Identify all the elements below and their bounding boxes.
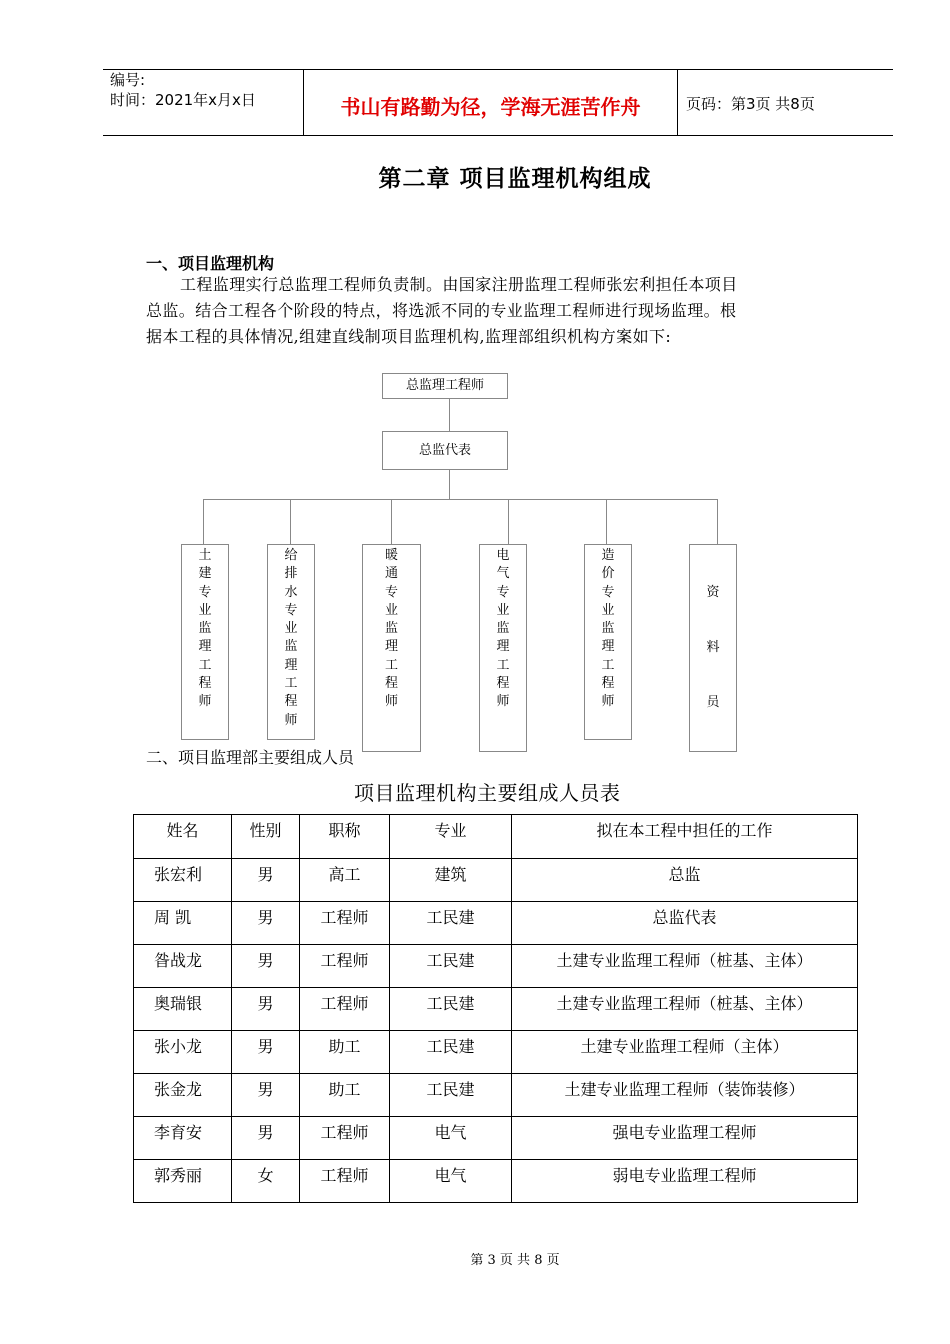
table-row: [134, 988, 858, 1031]
page-info: 页码：第3页 共8页: [686, 95, 815, 113]
cell-specialty: 工民建: [390, 945, 512, 988]
org-node-label: 造价专业监理工程师: [601, 548, 615, 710]
table-title: 项目监理机构主要组成人员表: [354, 781, 621, 805]
cell-title: 工程师: [300, 902, 390, 945]
cell-title: 工程师: [300, 1160, 390, 1203]
connector-line: [449, 398, 450, 432]
connector-line: [203, 499, 204, 545]
table-header-cell: 职称: [300, 815, 390, 859]
cell-gender: 男: [232, 859, 300, 902]
header-motto: 书山有路勤为径，学海无涯苦作舟: [340, 95, 641, 119]
org-node-plumbing: [267, 544, 315, 740]
personnel-table: [133, 814, 858, 1203]
table-row: [134, 1117, 858, 1160]
cell-specialty: 工民建: [390, 1031, 512, 1074]
cell-gender: 男: [232, 1117, 300, 1160]
cell-name: 李育安: [134, 1117, 232, 1160]
cell-name: 张宏利: [134, 859, 232, 902]
org-node-chief: 总监理工程师: [382, 373, 508, 399]
number-label: 编号:: [110, 71, 146, 89]
paragraph-line: 总监。结合工程各个阶段的特点，将选派不同的专业监理工程师进行现场监理。根: [146, 301, 737, 320]
connector-line: [449, 469, 450, 499]
org-node-cost: [584, 544, 632, 740]
cell-role: 强电专业监理工程师: [512, 1117, 858, 1160]
table-header-cell: 拟在本工程中担任的工作: [512, 815, 858, 859]
cell-name: 郭秀丽: [134, 1160, 232, 1203]
connector-line: [203, 499, 718, 500]
connector-line: [508, 499, 509, 545]
cell-role: 土建专业监理工程师（装饰装修）: [512, 1074, 858, 1117]
cell-gender: 男: [232, 945, 300, 988]
cell-title: 工程师: [300, 945, 390, 988]
chapter-title: 第二章 项目监理机构组成: [378, 166, 652, 192]
paragraph-line: 据本工程的具体情况,组建直线制项目监理机构,监理部组织机构方案如下:: [146, 327, 672, 346]
cell-gender: 女: [232, 1160, 300, 1203]
table-row: [134, 1031, 858, 1074]
cell-name: 奥瑞银: [134, 988, 232, 1031]
table-row: [134, 945, 858, 988]
section-heading: 一、项目监理机构: [146, 254, 275, 273]
cell-gender: 男: [232, 988, 300, 1031]
org-node-label: 暖通专业监理工程师: [385, 548, 399, 710]
cell-specialty: 电气: [390, 1117, 512, 1160]
table-header-cell: 姓名: [134, 815, 232, 859]
cell-name: 昝战龙: [134, 945, 232, 988]
connector-line: [290, 499, 291, 545]
org-node-label: 给排水专业监理工程师: [284, 548, 298, 728]
cell-role: 土建专业监理工程师（主体）: [512, 1031, 858, 1074]
cell-role: 土建专业监理工程师（桩基、主体）: [512, 945, 858, 988]
cell-role: 总监代表: [512, 902, 858, 945]
cell-specialty: 工民建: [390, 988, 512, 1031]
connector-line: [391, 499, 392, 545]
org-node-records: [689, 544, 737, 752]
table-header-cell: 专业: [390, 815, 512, 859]
table-row: [134, 1074, 858, 1117]
org-node-label: 电气专业监理工程师: [496, 548, 510, 710]
cell-role: 土建专业监理工程师（桩基、主体）: [512, 988, 858, 1031]
table-header-cell: 性别: [232, 815, 300, 859]
section-heading: 二、项目监理部主要组成人员: [146, 745, 354, 768]
cell-title: 助工: [300, 1031, 390, 1074]
cell-title: 高工: [300, 859, 390, 902]
connector-line: [717, 499, 718, 545]
table-header-row: [134, 815, 858, 859]
cell-role: 弱电专业监理工程师: [512, 1160, 858, 1203]
time-label: 时间：2021年x月x日: [110, 91, 256, 109]
cell-title: 工程师: [300, 988, 390, 1031]
org-node-hvac: [362, 544, 421, 752]
org-node-deputy: 总监代表: [382, 431, 508, 470]
table-row: [134, 1160, 858, 1203]
cell-gender: 男: [232, 1031, 300, 1074]
org-node-label: 土建专业监理工程师: [198, 548, 212, 710]
cell-role: 总监: [512, 859, 858, 902]
org-node-civil: [181, 544, 229, 740]
cell-title: 助工: [300, 1074, 390, 1117]
cell-specialty: 工民建: [390, 902, 512, 945]
cell-gender: 男: [232, 1074, 300, 1117]
org-node-label: 资料员: [706, 585, 720, 710]
table-row: [134, 859, 858, 902]
paragraph-line: 工程监理实行总监理工程师负责制。由国家注册监理工程师张宏利担任本项目: [180, 275, 738, 294]
cell-name: 张小龙: [134, 1031, 232, 1074]
table-row: [134, 902, 858, 945]
connector-line: [606, 499, 607, 545]
org-node-electrical: [479, 544, 527, 752]
cell-gender: 男: [232, 902, 300, 945]
cell-name: 张金龙: [134, 1074, 232, 1117]
page-footer: 第 3 页 共 8 页: [470, 1253, 560, 1268]
cell-name: 周 凯: [134, 902, 232, 945]
cell-title: 工程师: [300, 1117, 390, 1160]
cell-specialty: 电气: [390, 1160, 512, 1203]
cell-specialty: 建筑: [390, 859, 512, 902]
cell-specialty: 工民建: [390, 1074, 512, 1117]
